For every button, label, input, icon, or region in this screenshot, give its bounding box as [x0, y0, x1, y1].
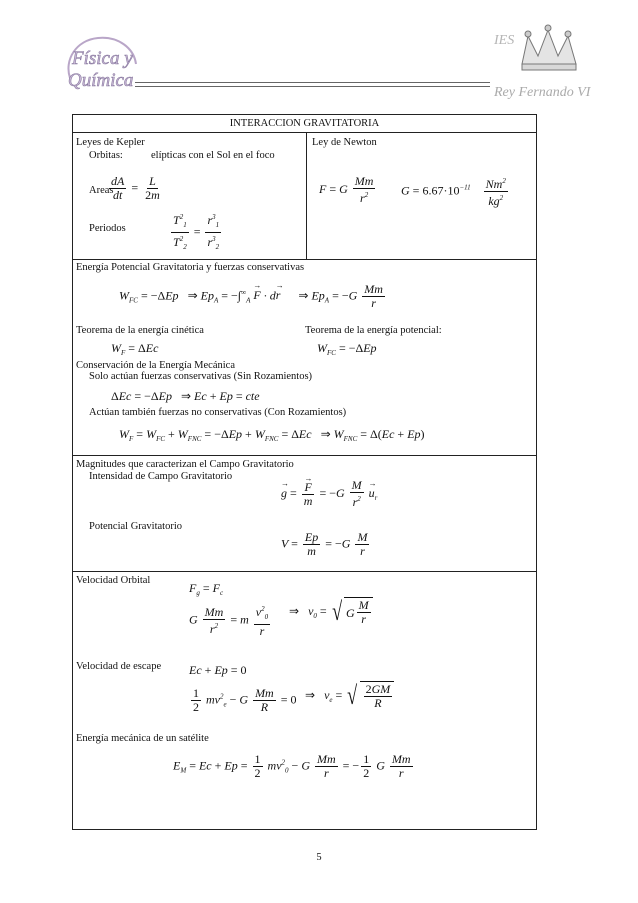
- ies-fernando-vi-logo: [492, 22, 597, 107]
- section-divider: [73, 455, 536, 456]
- svg-text:Química: Química: [68, 70, 134, 91]
- escape-heading: Velocidad de escape: [76, 661, 162, 672]
- orbital-balance-formula: G $\frac{Mm}{r^2}$ = m $\frac{v^2_0}{r}$: [189, 604, 269, 638]
- newton-heading: Ley de Newton: [312, 137, 377, 148]
- section-divider: [73, 259, 536, 260]
- escape-velocity-formula: ⇒ $v_e$ = √ $\frac{2GM}{R}$: [305, 681, 394, 711]
- sin-rozamiento-text: Solo actúan fuerzas conservativas (Sin Rozamientos): [89, 371, 313, 382]
- field-intensity-formula: → g = → $\frac{F}{m}$ = −G $\frac{M}{r^2}$ → $u_r$: [281, 479, 377, 509]
- escape-energy-formula: Ec + Ep = 0: [189, 663, 247, 677]
- page-title: INTERACCION GRAVITATORIA: [73, 115, 536, 133]
- orbital-velocity-formula: ⇒ $v_0$ = √ G $\frac{M}{r}$: [289, 597, 373, 627]
- header-rule: [135, 82, 490, 87]
- nonconservative-work-formula: $W_F = W_{FC} + W_{FNC} = -\Delta Ep + W_{FNC} = \Delta Ec$ ⇒ $W_{FNC} = \Delta(Ec + Ep)$: [119, 427, 425, 443]
- fisica-quimica-logo: [62, 30, 142, 100]
- gravitational-constant: $G = 6.67\cdot 10^{-11}$ $\frac{Nm^2}{kg^2}$: [401, 177, 506, 208]
- conservacion-heading: Conservación de la Energía Mecánica: [76, 360, 235, 371]
- kinetic-energy-theorem: $W_F = \Delta Ec$: [111, 341, 159, 357]
- satelite-heading: Energía mecánica de un satélite: [76, 733, 209, 744]
- potencial-label: Potencial Gravitatorio: [89, 521, 183, 532]
- svg-text:Física y: Física y: [72, 48, 133, 69]
- campo-heading: Magnitudes que caracterizan el Campo Gravitatorio: [76, 459, 294, 470]
- column-divider: [306, 133, 307, 259]
- satellite-energy-formula: $E_M = Ec + Ep$ = $\frac{1}{2}$ $mv^2_0 - G$ $\frac{Mm}{r}$ = − $\frac{1}{2}$ G $\frac{Mm}{r}$: [173, 752, 411, 780]
- formula-sheet: [72, 114, 537, 830]
- energy-conservation-formula: ΔEc = −ΔEp ⇒ Ec + Ep = cte: [111, 389, 260, 403]
- newton-force-formula: F = G $\frac{Mm}{r^2}$: [319, 174, 374, 205]
- con-rozamiento-text: Actúan también fuerzas no conservativas (Con Rozamientos): [89, 407, 347, 418]
- escape-balance-formula: $\frac{1}{2}$ $mv^2_e - G$ $\frac{Mm}{R}$ = 0: [193, 686, 297, 714]
- page-number: 5: [316, 852, 322, 863]
- orbital-heading: Velocidad Orbital: [76, 575, 151, 586]
- intensidad-label: Intensidad de Campo Gravitatorio: [89, 471, 233, 482]
- potential-energy-formula: $W_{FC} = -\Delta Ep$ ⇒ $Ep_A = -\int^\infty_A \to F \cdot d\to r$ ⇒ $Ep_A = -G$ $\frac{Mm}{r}$: [119, 283, 387, 310]
- areas-label: Areas: [89, 185, 114, 196]
- area-law-formula: $\frac{dA}{dt}$ = $\frac{L}{2m}$: [111, 174, 160, 202]
- cinetica-heading: Teorema de la energía cinética: [76, 325, 204, 336]
- potential-energy-theorem: $W_{FC} = -\Delta Ep$: [317, 341, 377, 357]
- svg-text:IES: IES: [494, 33, 515, 48]
- orbitas-label: Orbitas:: [89, 150, 123, 161]
- period-law-formula: $\frac{T^2_1}{T^2_2}$ = $\frac{r^3_1}{r^3_2}$: [173, 213, 220, 251]
- force-balance-formula: $F_g = F_c$: [189, 581, 224, 597]
- periodos-label: Periodos: [89, 223, 126, 234]
- svg-text:Rey Fernando VI: Rey Fernando VI: [494, 85, 591, 100]
- potencial-heading: Teorema de la energía potencial:: [305, 325, 442, 336]
- energia-heading: Energía Potencial Gravitatoria y fuerzas conservativas: [76, 262, 305, 273]
- gravitational-potential-formula: V = $\frac{Ep}{m}$ = −G $\frac{M}{r}$: [281, 530, 368, 558]
- orbitas-text: elípticas con el Sol en el foco: [151, 150, 275, 161]
- section-divider: [73, 571, 536, 572]
- kepler-heading: Leyes de Kepler: [76, 137, 145, 148]
